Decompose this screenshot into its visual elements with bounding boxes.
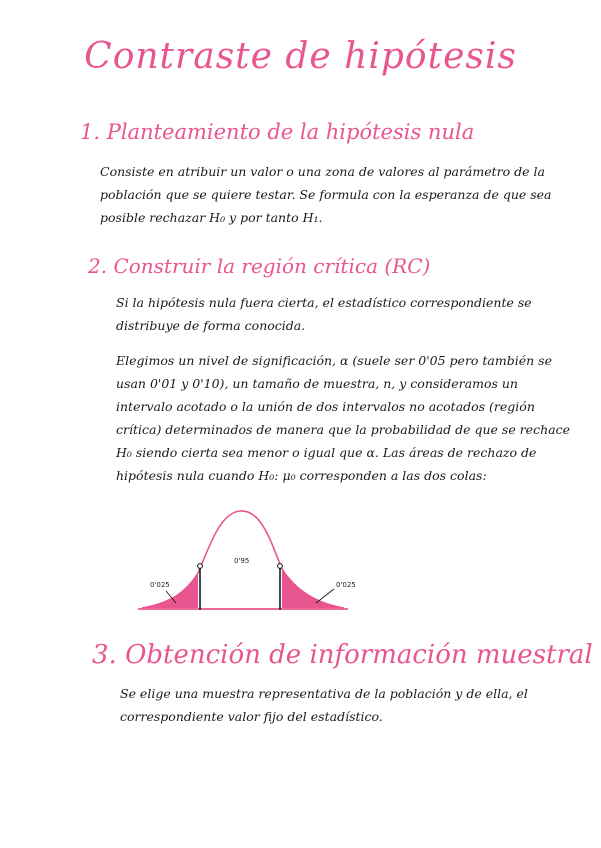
section-heading-1: 1. Planteamiento de la hipótesis nula bbox=[80, 120, 475, 144]
section-2-paragraph-2: Elegimos un nivel de significación, α (suele ser 0'05 pero también se usan 0'01 y 0'10), un tamaño de muestra, n, y consideramos un intervalo acotado o la unión de dos intervalos no acotados (región crítica) determinados de manera que la probabilidad de que se rechace H₀ siendo cierta sea menor o igual que α. Las áreas de rechazo de hipótesis nula cuando H₀: μ₀ corresponden a las dos colas: bbox=[116, 353, 570, 483]
section-3-paragraph: Se elige una muestra representativa de la población y de ella, el correspondiente valor fijo del estadístico. bbox=[120, 686, 528, 724]
section-heading-2: 2. Construir la región crítica (RC) bbox=[88, 254, 431, 278]
left-critical-marker bbox=[198, 564, 203, 569]
section-heading-3: 3. Obtención de información muestral bbox=[92, 640, 593, 670]
right-critical-marker bbox=[278, 564, 283, 569]
center-area-label: 0'95 bbox=[234, 557, 250, 565]
right-tail-area bbox=[282, 569, 344, 608]
right-tail-pointer bbox=[316, 589, 334, 603]
section-2-paragraph-1: Si la hipótesis nula fuera cierta, el estadístico correspondiente se distribuye de forma conocida. bbox=[116, 295, 532, 333]
left-tail-area bbox=[142, 573, 198, 608]
section-1-paragraph: Consiste en atribuir un valor o una zona de valores al parámetro de la población que se quiere testar. Se formula con la esperanza de que sea posible rechazar H₀ y por tanto H₁. bbox=[100, 164, 552, 225]
page-title: Contraste de hipótesis bbox=[84, 36, 517, 77]
right-tail-label: 0'025 bbox=[336, 581, 356, 589]
left-tail-label: 0'025 bbox=[150, 581, 170, 589]
normal-distribution-figure bbox=[130, 505, 390, 615]
